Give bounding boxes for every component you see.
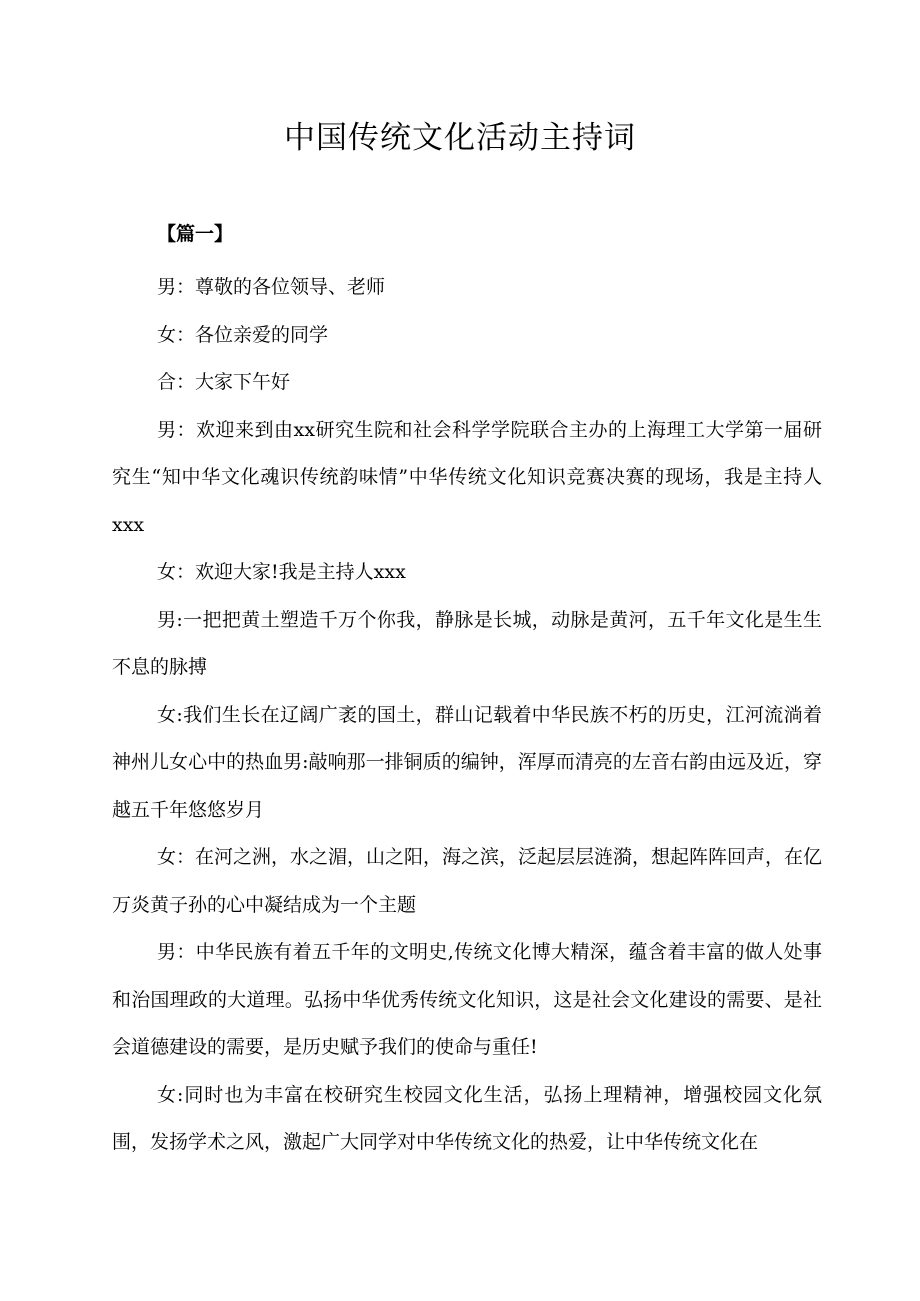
paragraph: 合：大家下午好 — [157, 371, 291, 393]
paragraph: 女:我们生长在辽阔广袤的国土，群山记载着中华民族不朽的历史，江河流淌着神州儿女心中的热血男:敲响那一排铜质的编钟，浑厚而清亮的左音右韵由远及近，穿越五千年悠悠岁月 — [112, 703, 822, 821]
paragraph: 男:一把把黄土塑造千万个你我，静脉是长城，动脉是黄河，五千年文化是生生不息的脉搏 — [112, 608, 822, 678]
paragraph: 男：中华民族有着五千年的文明史,传统文化博大精深，蕴含着丰富的做人处事和治国理政的大道理。弘扬中华优秀传统文化知识，这是社会文化建设的需要、是社会道德建设的需要，是历史赋予我们的使命与重任! — [112, 941, 822, 1058]
paragraph: 女：各位亲爱的同学 — [157, 323, 329, 346]
paragraph: 男：欢迎来到由xx研究生院和社会科学学院联合主办的上海理工大学第一届研究生“知中华文化魂识传统韵味情”中华传统文化知识竞赛决赛的现场，我是主持人xxx — [112, 418, 822, 536]
paragraph: 女：欢迎大家!我是主持人xxx — [157, 561, 406, 583]
document-body — [112, 264, 822, 1167]
paragraph: 女:同时也为丰富在校研究生校园文化生活，弘扬上理精神，增强校园文化氛围，发扬学术之风，激起广大同学对中华传统文化的热爱，让中华传统文化在 — [112, 1083, 822, 1153]
section-label: 【篇一】 — [157, 223, 234, 245]
paragraph: 女：在河之洲，水之湄，山之阳，海之滨，泛起层层涟漪，想起阵阵回声，在亿万炎黄子孙的心中凝结成为一个主题 — [112, 846, 823, 916]
paragraph: 男：尊敬的各位领导、老师 — [157, 276, 386, 298]
document-title: 中国传统文化活动主持词 — [284, 120, 636, 156]
